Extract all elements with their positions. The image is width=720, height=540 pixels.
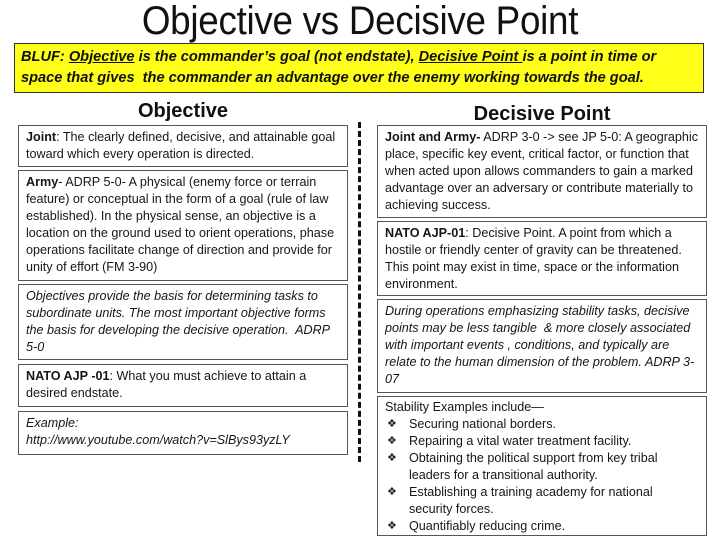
bluf-line-2: space that gives the commander an advantage over the enemy working towards the goal. xyxy=(21,70,644,86)
objective-nato-box xyxy=(18,364,348,407)
box-text: : What you must achieve to attain a desired endstate. xyxy=(26,369,307,400)
bluf-line1-end: is a point in time or xyxy=(522,49,657,65)
box-text: : The clearly defined, decisive, and attainable goal toward which every operation is directed. xyxy=(26,130,336,161)
box-text: - ADRP 5-0- A physical (enemy force or terrain feature) or conceptual in the form of a goal (rule of law established). In the physical sense, an objective is a location on the ground used to orient operations, phase operations facilitate change of direction and provide for unity of effort (FM 3-90) xyxy=(26,175,335,274)
objective-basis-box xyxy=(18,284,348,360)
decisive-point-nato-box xyxy=(377,221,707,296)
box-label: Joint and Army- xyxy=(385,130,481,144)
bluf-term-objective: Objective xyxy=(68,49,135,65)
bluf-line-1 xyxy=(21,47,697,68)
diamond-bullet-icon: ❖ xyxy=(387,452,397,464)
diamond-bullet-icon: ❖ xyxy=(387,520,397,532)
diamond-bullet-icon: ❖ xyxy=(387,418,397,430)
bluf-mid: is the commander’s goal (not endstate), xyxy=(134,49,419,65)
column-divider xyxy=(358,122,361,462)
list-item: ❖ Obtaining the political support from key tribal leaders for a transitional authority. xyxy=(387,451,658,482)
box-text: : Decisive Point. A point from which a hostile or friendly center of gravity can be threatened. This point may exist in time, space or the information environment. xyxy=(385,226,682,291)
objective-joint-box xyxy=(18,125,348,167)
decisive-point-stability-note-box xyxy=(377,299,707,393)
diamond-bullet-icon: ❖ xyxy=(387,435,397,447)
slide-title: Objective vs Decisive Point xyxy=(141,0,579,43)
objective-heading: Objective xyxy=(137,100,229,122)
stability-intro: Stability Examples include— xyxy=(385,400,544,414)
stability-list xyxy=(385,416,699,535)
bluf-term-decisive-point: Decisive Point xyxy=(418,49,523,65)
box-text: During operations emphasizing stability tasks, decisive points may be less tangible & more closely associated with important events , conditions, and typically are relate to the human dimension of the problem. ADRP 3-07 xyxy=(385,304,695,386)
list-item: ❖ Quantifiably reducing crime. xyxy=(387,519,566,533)
list-item: ❖ Repairing a vital water treatment facility. xyxy=(387,434,632,448)
diamond-bullet-icon: ❖ xyxy=(387,486,397,498)
box-label: Joint xyxy=(26,130,57,144)
decisive-point-heading: Decisive Point xyxy=(473,103,611,125)
stability-examples-box xyxy=(377,396,707,536)
example-link[interactable]: http://www.youtube.com/watch?v=SlBys93yzLY xyxy=(26,433,290,447)
box-label: Army xyxy=(26,175,59,189)
box-label: NATO AJP-01 xyxy=(385,226,466,240)
bluf-banner xyxy=(14,43,704,93)
list-item: ❖ Establishing a training academy for national security forces. xyxy=(387,485,653,516)
box-text: Objectives provide the basis for determining tasks to subordinate units. The most important objective forms the basis for developing the decisive operation. ADRP 5-0 xyxy=(26,289,330,354)
objective-army-box xyxy=(18,170,348,281)
box-label: NATO AJP -01 xyxy=(26,369,110,383)
list-item: ❖ Securing national borders. xyxy=(387,417,557,431)
example-label: Example: xyxy=(26,416,79,430)
bluf-prefix: BLUF: xyxy=(21,49,69,65)
decisive-point-joint-army-box xyxy=(377,125,707,218)
objective-example-box xyxy=(18,411,348,455)
box-text: ADRP 3-0 -> see JP 5-0: A geographic place, specific key event, critical factor, or function that when acted upon allows commanders to gain a marked advantage over an adversary or contribute materially to achieving success. xyxy=(385,130,699,212)
